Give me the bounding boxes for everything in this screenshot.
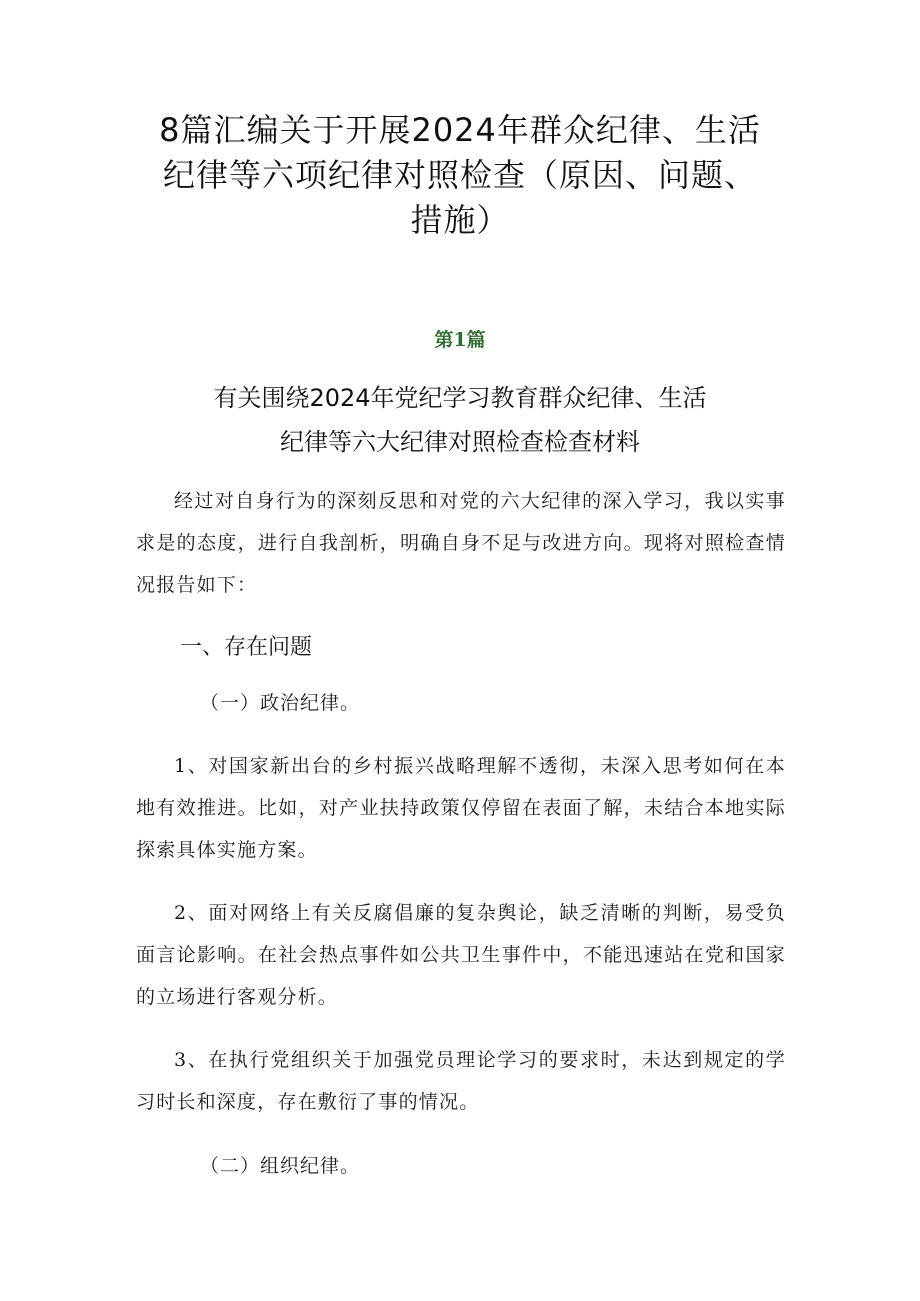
section-title-line: 纪律等六大纪律对照检查检查材料 (280, 428, 640, 456)
subheading-organizational-discipline: （二）组织纪律。 (200, 1155, 361, 1177)
document-title-line: 纪律等六项纪律对照检查（原因、问题、 (162, 156, 757, 194)
list-item: 2、面对网络上有关反腐倡廉的复杂舆论，缺乏清晰的判断，易受负面言论影响。在社会热点事件如公共卫生事件中，不能迅速站在党和国家的立场进行客观分析。 (136, 902, 786, 1008)
list-item: 1、对国家新出台的乡村振兴战略理解不透彻，未深入思考如何在本地有效推进。比如，对产业扶持政策仅停留在表面了解，未结合本地实际探索具体实施方案。 (136, 755, 786, 861)
intro-paragraph: 经过对自身行为的深刻反思和对党的六大纪律的深入学习，我以实事求是的态度，进行自我剖析，明确自身不足与改进方向。现将对照检查情况报告如下： (136, 490, 786, 596)
chapter-label: 第1篇 (434, 329, 486, 351)
heading-problems: 一、存在问题 (180, 635, 313, 660)
subheading-political-discipline: （一）政治纪律。 (200, 692, 361, 714)
section-title (120, 376, 800, 464)
document-title-line: 8篇汇编关于开展2024年群众纪律、生活 (159, 111, 761, 149)
list-item: 3、在执行党组织关于加强党员理论学习的要求时，未达到规定的学习时长和深度，存在敷衍了事的情况。 (136, 1049, 786, 1113)
document-title (120, 108, 800, 243)
document-title-line: 措施） (410, 201, 510, 239)
section-title-line: 有关围绕2024年党纪学习教育群众纪律、生活 (213, 384, 707, 412)
